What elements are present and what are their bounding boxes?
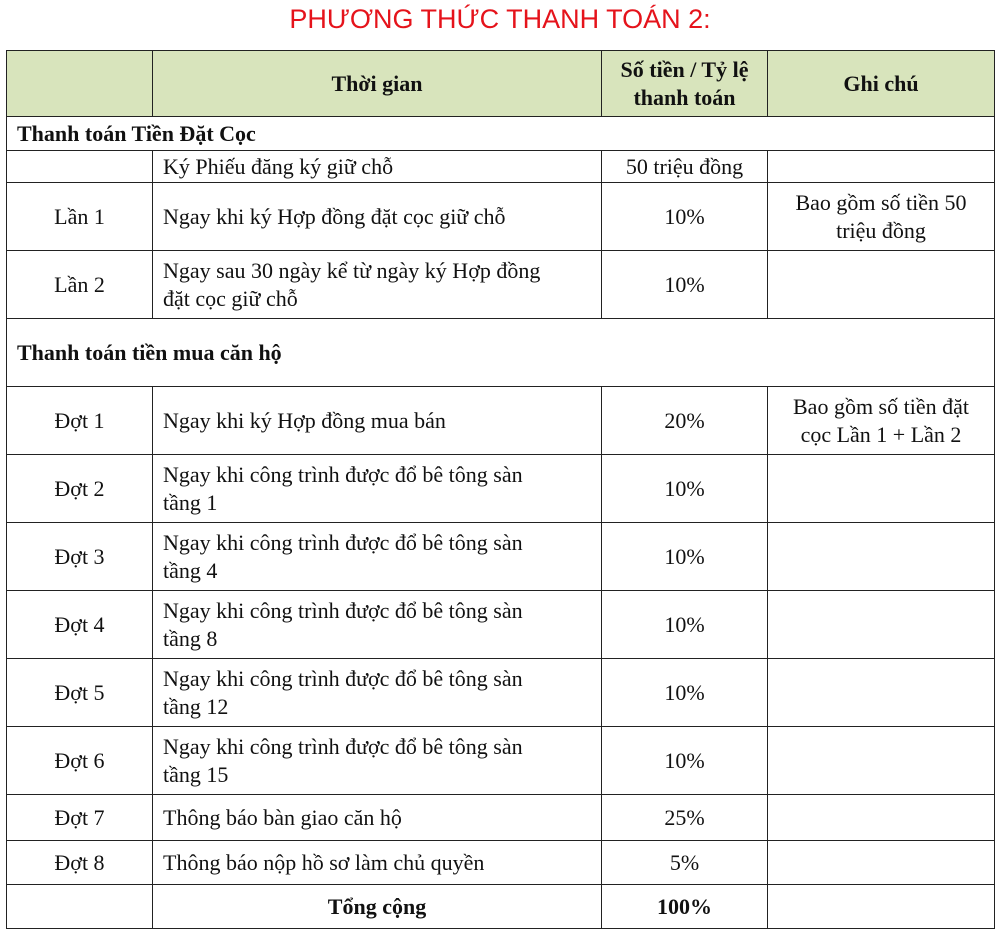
cell-phase: Đợt 2: [7, 455, 153, 523]
cell-amount: 20%: [602, 387, 768, 455]
cell-amount: 10%: [602, 455, 768, 523]
note-line1: Bao gồm số tiền đặt: [793, 393, 969, 419]
cell-time: Ngay khi ký Hợp đồng đặt cọc giữ chỗ: [153, 183, 602, 251]
time-line1: Ngay sau 30 ngày kể từ ngày ký Hợp đồng: [163, 257, 541, 283]
cell-time: [153, 251, 602, 319]
section-label-purchase: Thanh toán tiền mua căn hộ: [7, 319, 995, 387]
cell-amount: 10%: [602, 727, 768, 795]
cell-note: [768, 151, 995, 183]
cell-phase: Lần 2: [7, 251, 153, 319]
cell-amount: 10%: [602, 523, 768, 591]
cell-note: [768, 795, 995, 841]
cell-time: Thông báo bàn giao căn hộ: [153, 795, 602, 841]
time-line1: Ngay khi công trình được đổ bê tông sàn: [163, 597, 523, 623]
time-line1: Ngay khi công trình được đổ bê tông sàn: [163, 733, 523, 759]
cell-amount: 10%: [602, 591, 768, 659]
cell-note: [768, 885, 995, 929]
cell-amount: 10%: [602, 251, 768, 319]
header-note: Ghi chú: [768, 51, 995, 117]
time-line1: Ngay khi công trình được đổ bê tông sàn: [163, 529, 523, 555]
cell-note: [768, 183, 995, 251]
header-amount-line1: Số tiền / Tỷ lệ: [620, 56, 749, 82]
cell-phase: Đợt 4: [7, 591, 153, 659]
table-row: [7, 523, 995, 591]
cell-time: [153, 455, 602, 523]
section-row-deposit: [7, 117, 995, 151]
cell-phase: Đợt 8: [7, 841, 153, 885]
note-line1: Bao gồm số tiền 50: [795, 189, 967, 215]
table-row: [7, 841, 995, 885]
table-row: [7, 387, 995, 455]
time-line2: tầng 12: [163, 693, 229, 719]
cell-note: [768, 251, 995, 319]
header-phase: [7, 51, 153, 117]
payment-table: [6, 50, 995, 929]
cell-note: [768, 455, 995, 523]
section-label-deposit: Thanh toán Tiền Đặt Cọc: [7, 117, 995, 151]
cell-time: [153, 591, 602, 659]
cell-amount: 10%: [602, 183, 768, 251]
cell-note: [768, 727, 995, 795]
time-line2: đặt cọc giữ chỗ: [163, 285, 298, 311]
cell-time: Ký Phiếu đăng ký giữ chỗ: [153, 151, 602, 183]
header-amount-line2: thanh toán: [633, 84, 736, 110]
header-row: [7, 51, 995, 117]
cell-phase: [7, 151, 153, 183]
cell-amount: 10%: [602, 659, 768, 727]
cell-phase: Đợt 7: [7, 795, 153, 841]
total-row: [7, 885, 995, 929]
cell-note: [768, 591, 995, 659]
note-line2: triệu đồng: [836, 217, 926, 243]
total-label: Tổng cộng: [153, 885, 602, 929]
time-line1: Ngay khi công trình được đổ bê tông sàn: [163, 665, 523, 691]
time-line2: tầng 8: [163, 625, 218, 651]
cell-amount: 50 triệu đồng: [602, 151, 768, 183]
table-row: [7, 251, 995, 319]
cell-phase: Lần 1: [7, 183, 153, 251]
header-time: Thời gian: [153, 51, 602, 117]
table-row: [7, 151, 995, 183]
cell-phase: Đợt 6: [7, 727, 153, 795]
cell-time: Thông báo nộp hồ sơ làm chủ quyền: [153, 841, 602, 885]
table-row: [7, 795, 995, 841]
time-line1: Ngay khi công trình được đổ bê tông sàn: [163, 461, 523, 487]
table-row: [7, 455, 995, 523]
cell-phase: [7, 885, 153, 929]
total-amount: 100%: [602, 885, 768, 929]
cell-note: [768, 659, 995, 727]
time-line2: tầng 15: [163, 761, 229, 787]
cell-note: [768, 387, 995, 455]
time-line2: tầng 1: [163, 489, 218, 515]
page-title: PHƯƠNG THỨC THANH TOÁN 2:: [289, 4, 711, 34]
time-line2: tầng 4: [163, 557, 218, 583]
cell-note: [768, 841, 995, 885]
cell-phase: Đợt 3: [7, 523, 153, 591]
table-row: [7, 183, 995, 251]
cell-time: Ngay khi ký Hợp đồng mua bán: [153, 387, 602, 455]
header-amount: [602, 51, 768, 117]
note-line2: cọc Lần 1 + Lần 2: [800, 421, 962, 447]
cell-amount: 5%: [602, 841, 768, 885]
table-row: [7, 727, 995, 795]
cell-phase: Đợt 1: [7, 387, 153, 455]
table-row: [7, 591, 995, 659]
cell-time: [153, 727, 602, 795]
cell-amount: 25%: [602, 795, 768, 841]
cell-time: [153, 523, 602, 591]
section-row-purchase: [7, 319, 995, 387]
cell-phase: Đợt 5: [7, 659, 153, 727]
table-row: [7, 659, 995, 727]
cell-time: [153, 659, 602, 727]
cell-note: [768, 523, 995, 591]
